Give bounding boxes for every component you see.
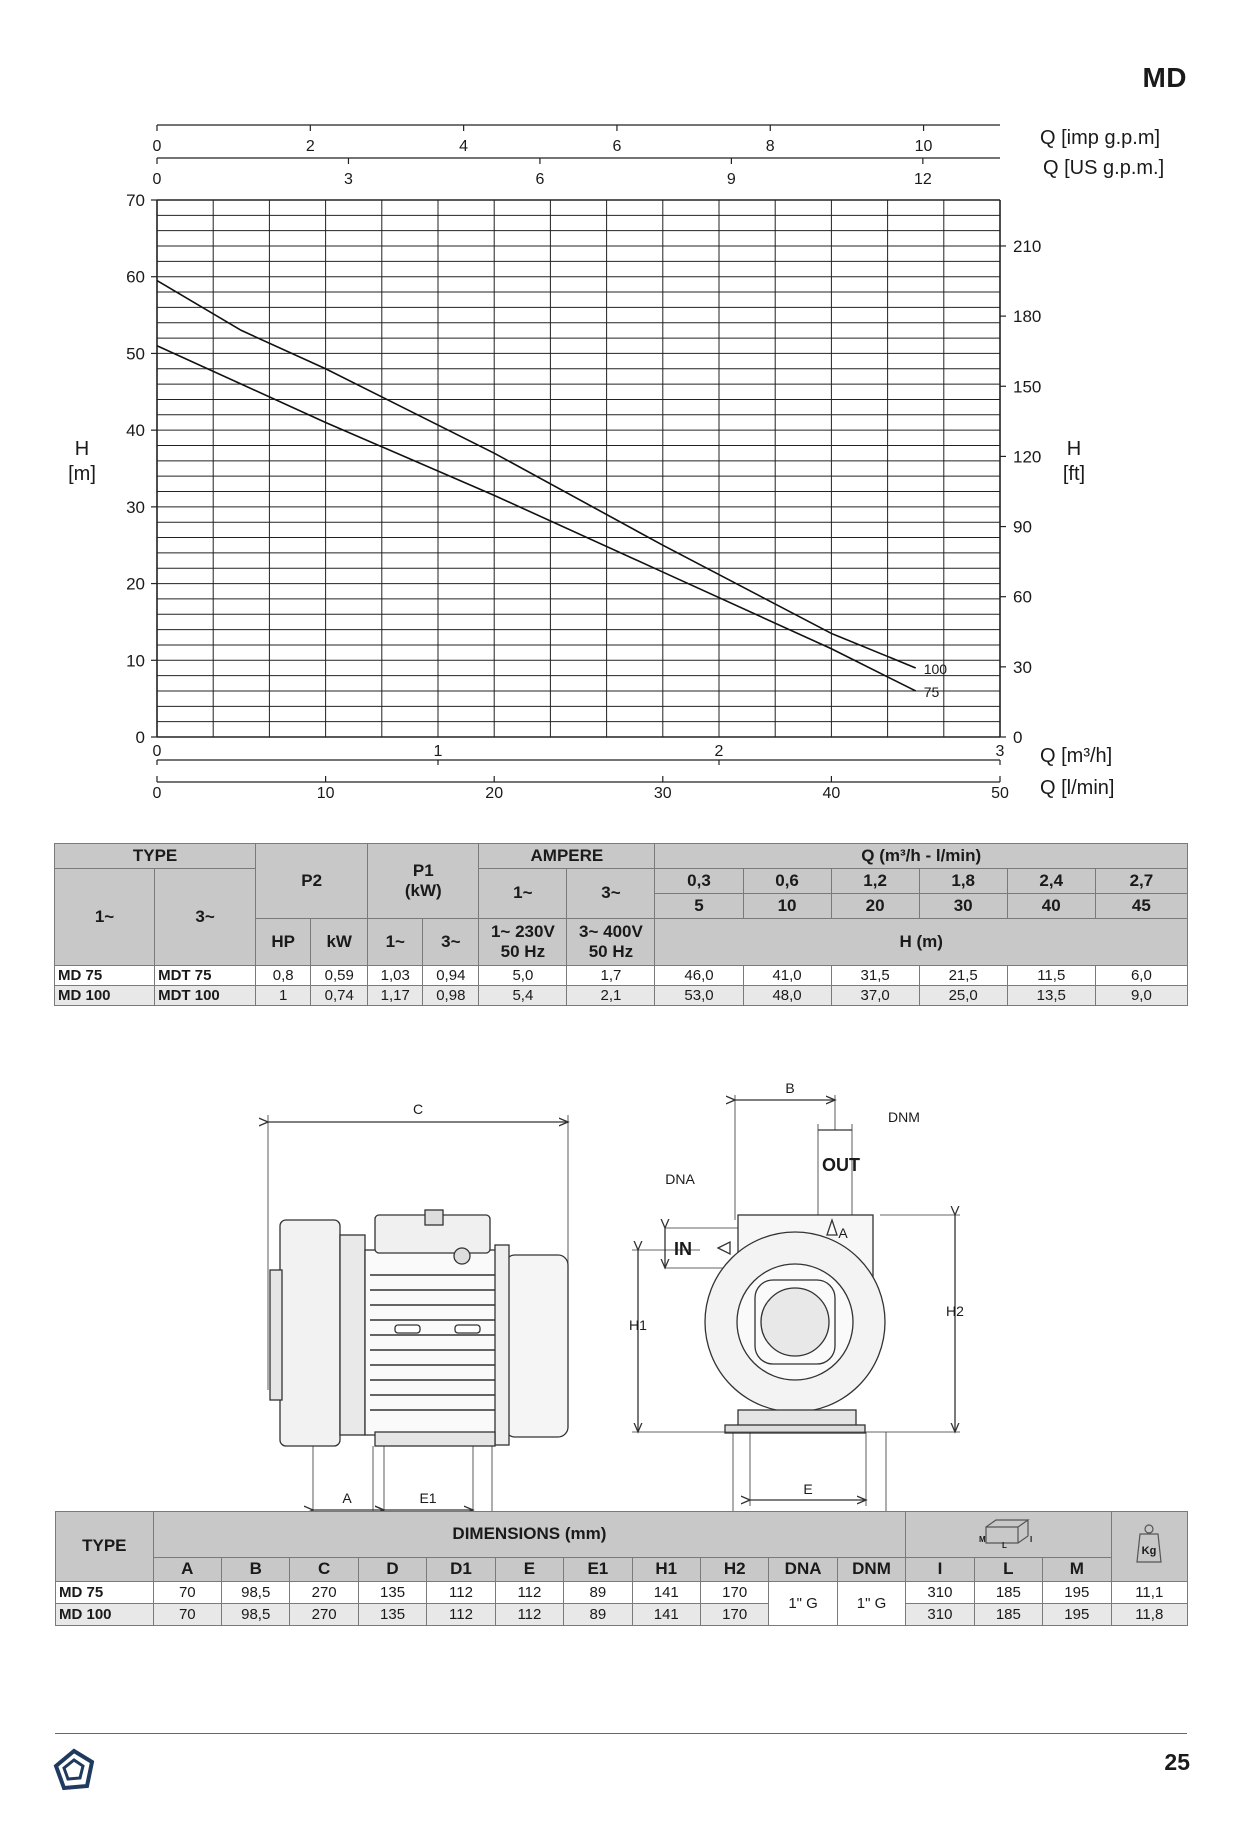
- q-lmin: 30: [919, 894, 1007, 919]
- x2-tick-label: 20: [485, 785, 504, 802]
- col-header: E: [495, 1558, 563, 1582]
- performance-chart: [0, 0, 1253, 820]
- y-tick-label: 30: [126, 497, 145, 517]
- pack-value: 185: [974, 1604, 1042, 1626]
- p1-1-value: 1,17: [368, 986, 423, 1006]
- head-value: 9,0: [1095, 986, 1187, 1006]
- model-1ph: MD 75: [55, 966, 155, 986]
- amp1-spec: 1~ 230V 50 Hz: [479, 919, 567, 966]
- type-header: TYPE: [56, 1512, 154, 1582]
- h-header: H (m): [655, 919, 1188, 966]
- table-row: [55, 986, 1188, 1006]
- col-header: H2: [700, 1558, 768, 1582]
- dim-A-front-label: A: [838, 1225, 848, 1241]
- ampere-phase3: 3~: [567, 869, 655, 919]
- x4-tick-label: 3: [344, 171, 353, 188]
- x3-tick-label: 0: [152, 138, 162, 155]
- col-header: E1: [564, 1558, 632, 1582]
- x4-tick-label: 9: [726, 171, 736, 188]
- page-title: MD: [1142, 62, 1187, 93]
- dim-A-label: A: [342, 1490, 352, 1506]
- amp1-value: 5,4: [479, 986, 567, 1006]
- technical-drawings: [0, 1060, 1253, 1506]
- table-row: [56, 1582, 1188, 1604]
- q-m3h: 2,4: [1007, 869, 1095, 894]
- col-header: D: [358, 1558, 426, 1582]
- x3-axis-label: Q [imp g.p.m]: [1040, 127, 1161, 149]
- x-tick-label: 3: [995, 743, 1005, 760]
- table-row: [55, 966, 1188, 986]
- side-view-drawing: [268, 1115, 568, 1552]
- head-value: 41,0: [743, 966, 831, 986]
- head-value: 53,0: [655, 986, 743, 1006]
- dim-H1-label: H1: [629, 1317, 647, 1333]
- x4-tick-label: 6: [535, 171, 545, 188]
- weight-value: 11,8: [1111, 1604, 1188, 1626]
- svg-text:M: M: [979, 1534, 987, 1544]
- x-tick-label: 0: [152, 743, 162, 760]
- weight-icon: [1134, 1522, 1164, 1566]
- model-3ph: MDT 100: [155, 986, 256, 1006]
- dim-value: 141: [632, 1604, 700, 1626]
- head-value: 13,5: [1007, 986, 1095, 1006]
- dim-value: 98,5: [222, 1604, 290, 1626]
- y-tick-label: 40: [126, 421, 145, 441]
- dim-value: 141: [632, 1582, 700, 1604]
- company-logo-icon: [52, 1748, 96, 1792]
- dim-value: 135: [358, 1582, 426, 1604]
- head-value: 37,0: [831, 986, 919, 1006]
- dim-value: 270: [290, 1582, 358, 1604]
- col-header: B: [222, 1558, 290, 1582]
- phase1-header: 1~: [55, 869, 155, 966]
- x2-tick-label: 40: [822, 785, 841, 802]
- weight-header: [1111, 1512, 1188, 1582]
- front-view-drawing: [632, 1095, 960, 1552]
- amp3-value: 1,7: [567, 966, 655, 986]
- dim-value: 270: [290, 1604, 358, 1626]
- dim-value: 112: [495, 1604, 563, 1626]
- kw-value: 0,74: [311, 986, 368, 1006]
- x4-tick-label: 0: [152, 171, 162, 188]
- q-m3h: 0,6: [743, 869, 831, 894]
- y2-tick-label: 120: [1013, 447, 1042, 467]
- dim-B-label: B: [785, 1080, 795, 1096]
- pack-value: 195: [1043, 1604, 1111, 1626]
- x4-tick-label: 12: [913, 171, 932, 188]
- x2-axis-label: Q [l/min]: [1040, 777, 1115, 799]
- dim-DNA-label: DNA: [665, 1171, 695, 1187]
- q-lmin: 20: [831, 894, 919, 919]
- head-value: 48,0: [743, 986, 831, 1006]
- pack-value: 310: [906, 1582, 974, 1604]
- pack-value: 185: [974, 1582, 1042, 1604]
- q-header: Q (m³/h - l/min): [655, 844, 1188, 869]
- dimensions-table: [55, 1511, 1188, 1626]
- q-m3h: 1,2: [831, 869, 919, 894]
- svg-text:I: I: [1030, 1534, 1033, 1544]
- col-header: L: [974, 1558, 1042, 1582]
- head-value: 31,5: [831, 966, 919, 986]
- p1-phase3: 3~: [423, 919, 479, 966]
- y-tick-label: 10: [126, 651, 145, 671]
- dim-value: 112: [495, 1582, 563, 1604]
- model-1ph: MD 100: [55, 986, 155, 1006]
- package-header: [906, 1512, 1111, 1558]
- col-header: H1: [632, 1558, 700, 1582]
- curve-75: [157, 346, 916, 691]
- ampere-phase1: 1~: [479, 869, 567, 919]
- col-header: DNM: [837, 1558, 905, 1582]
- dim-E1-label: E1: [419, 1490, 437, 1506]
- dim-C-label: C: [412, 1101, 424, 1117]
- x3-tick-label: 8: [765, 138, 775, 155]
- dimensions-header: DIMENSIONS (mm): [153, 1512, 906, 1558]
- head-value: 25,0: [919, 986, 1007, 1006]
- col-header: A: [153, 1558, 221, 1582]
- x4-axis-label: Q [US g.p.m.]: [1043, 157, 1165, 179]
- x3-tick-label: 10: [914, 138, 933, 155]
- hp-value: 0,8: [256, 966, 311, 986]
- type-header: TYPE: [55, 844, 256, 869]
- inlet-label: IN: [674, 1239, 692, 1259]
- p1-1-value: 1,03: [368, 966, 423, 986]
- x2-tick-label: 30: [653, 785, 672, 802]
- svg-text:L: L: [1002, 1540, 1008, 1550]
- q-lmin: 5: [655, 894, 743, 919]
- q-m3h: 0,3: [655, 869, 743, 894]
- p2-header: P2: [256, 844, 368, 919]
- p1-3-value: 0,98: [423, 986, 479, 1006]
- dim-value: 112: [427, 1604, 495, 1626]
- page-number: 25: [1164, 1749, 1190, 1775]
- amp1-value: 5,0: [479, 966, 567, 986]
- head-value: 21,5: [919, 966, 1007, 986]
- y-tick-label: 0: [135, 728, 145, 747]
- y2-tick-label: 150: [1013, 377, 1042, 397]
- amp3-value: 2,1: [567, 986, 655, 1006]
- y2-tick-label: 180: [1013, 307, 1042, 327]
- ampere-header: AMPERE: [479, 844, 655, 869]
- hp-header: HP: [256, 919, 311, 966]
- dim-E-label: E: [803, 1481, 813, 1497]
- amp3-spec: 3~ 400V 50 Hz: [567, 919, 655, 966]
- y2-tick-label: 210: [1013, 236, 1042, 256]
- dna-value: 1" G: [769, 1582, 837, 1626]
- model-name: MD 100: [56, 1604, 154, 1626]
- x2-tick-label: 50: [991, 785, 1009, 802]
- y-tick-label: 50: [126, 344, 145, 364]
- x-tick-label: 2: [714, 743, 724, 760]
- y-tick-label: 60: [126, 267, 145, 287]
- y2-tick-label: 30: [1013, 657, 1032, 677]
- q-lmin: 10: [743, 894, 831, 919]
- col-header: C: [290, 1558, 358, 1582]
- performance-table: [54, 843, 1188, 1006]
- curve-100: [157, 281, 916, 668]
- q-m3h: 2,7: [1095, 869, 1187, 894]
- package-box-icon: [976, 1515, 1040, 1549]
- y-axis-label: H: [74, 438, 90, 460]
- x-axis-label: Q [m³/h]: [1040, 745, 1113, 767]
- col-header: D1: [427, 1558, 495, 1582]
- q-lmin: 40: [1007, 894, 1095, 919]
- curve-label-75: 75: [923, 683, 940, 700]
- y2-tick-label: 0: [1013, 728, 1023, 747]
- weight-value: 11,1: [1111, 1582, 1188, 1604]
- outlet-label: OUT: [822, 1155, 860, 1175]
- kw-value: 0,59: [311, 966, 368, 986]
- dim-value: 89: [564, 1582, 632, 1604]
- col-header: DNA: [769, 1558, 837, 1582]
- hp-value: 1: [256, 986, 311, 1006]
- x3-tick-label: 2: [305, 138, 315, 155]
- y-tick-label: 70: [126, 191, 145, 210]
- q-lmin: 45: [1095, 894, 1187, 919]
- head-value: 46,0: [655, 966, 743, 986]
- kw-header: kW: [311, 919, 368, 966]
- dnm-value: 1" G: [837, 1582, 905, 1626]
- y2-tick-label: 90: [1013, 517, 1032, 537]
- y-axis-unit: [m]: [68, 463, 96, 485]
- dim-value: 170: [700, 1604, 768, 1626]
- model-3ph: MDT 75: [155, 966, 256, 986]
- x2-tick-label: 0: [152, 785, 162, 802]
- p1-3-value: 0,94: [423, 966, 479, 986]
- x-tick-label: 1: [433, 743, 443, 760]
- svg-text:Kg: Kg: [1141, 1544, 1157, 1557]
- x2-tick-label: 10: [316, 785, 335, 802]
- y2-tick-label: 60: [1013, 587, 1032, 607]
- dim-value: 170: [700, 1582, 768, 1604]
- dim-value: 135: [358, 1604, 426, 1626]
- col-header: I: [906, 1558, 974, 1582]
- dim-value: 98,5: [222, 1582, 290, 1604]
- p1-header: P1 (kW): [368, 844, 479, 919]
- pack-value: 310: [906, 1604, 974, 1626]
- y2-axis-unit: [ft]: [1062, 463, 1086, 485]
- curve-label-100: 100: [923, 660, 948, 677]
- y-tick-label: 20: [126, 574, 145, 594]
- phase3-header: 3~: [155, 869, 256, 966]
- y2-axis-label: H: [1066, 438, 1082, 460]
- dim-value: 70: [153, 1582, 221, 1604]
- pack-value: 195: [1043, 1582, 1111, 1604]
- table-row: [56, 1604, 1188, 1626]
- dim-H2-label: H2: [946, 1303, 964, 1319]
- dim-DNM-label: DNM: [888, 1109, 920, 1125]
- p1-phase1: 1~: [368, 919, 423, 966]
- footer-divider: [55, 1733, 1187, 1734]
- head-value: 6,0: [1095, 966, 1187, 986]
- model-name: MD 75: [56, 1582, 154, 1604]
- dim-value: 70: [153, 1604, 221, 1626]
- q-m3h: 1,8: [919, 869, 1007, 894]
- dim-value: 112: [427, 1582, 495, 1604]
- head-value: 11,5: [1007, 966, 1095, 986]
- x3-tick-label: 4: [459, 138, 469, 155]
- x3-tick-label: 6: [612, 138, 622, 155]
- col-header: M: [1043, 1558, 1111, 1582]
- dim-value: 89: [564, 1604, 632, 1626]
